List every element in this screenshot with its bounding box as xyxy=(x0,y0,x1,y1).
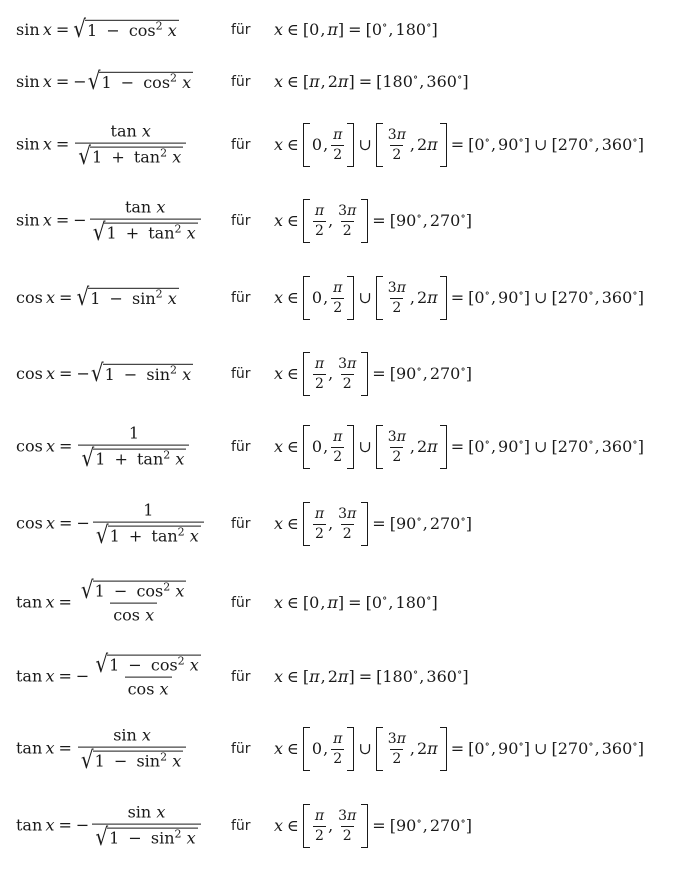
fraction xyxy=(78,423,189,473)
fuer-text: für xyxy=(231,21,251,38)
fuer-text: für xyxy=(231,515,251,532)
denominator: √ $1 - \sin^2 x$ xyxy=(78,747,186,771)
denominator: √ $1 + \tan^2 x$ xyxy=(93,522,204,546)
fraction xyxy=(93,500,204,550)
numerator: √ $1 - \cos^2 x$ xyxy=(80,574,185,604)
fuer-text: für xyxy=(231,438,251,455)
numerator: 1 xyxy=(128,423,140,443)
fraction xyxy=(78,725,186,775)
fuer-text: für xyxy=(231,365,251,382)
fuer-text: für xyxy=(231,136,251,153)
numerator: 1 xyxy=(143,500,154,520)
numerator: sin x xyxy=(127,802,166,822)
denominator: √ $1 - \sin^2 x$ xyxy=(92,824,200,848)
fraction xyxy=(92,802,200,852)
fuer-text: für xyxy=(231,212,251,229)
numerator: sin x xyxy=(113,725,151,745)
denominator: cos x xyxy=(125,677,172,699)
fraction xyxy=(90,197,201,247)
fuer-text: für xyxy=(231,740,251,757)
numerator: √ $1 - \cos^2 x$ xyxy=(95,648,199,678)
denominator: cos x xyxy=(110,603,157,625)
numerator: tan x xyxy=(110,121,151,141)
fraction xyxy=(75,121,186,171)
denominator: √ $1 + \tan^2 x$ xyxy=(90,219,201,243)
fuer-text: für xyxy=(231,817,251,834)
denominator: √ $1 + \tan^2 x$ xyxy=(78,445,189,469)
denominator: √ $1 + \tan^2 x$ xyxy=(75,143,186,167)
fuer-text: für xyxy=(231,73,251,90)
fuer-text: für xyxy=(231,594,251,611)
fraction xyxy=(78,574,189,626)
numerator: tan x xyxy=(124,197,166,217)
fuer-text: für xyxy=(231,289,251,306)
fraction xyxy=(92,648,203,700)
fuer-text: für xyxy=(231,668,251,685)
